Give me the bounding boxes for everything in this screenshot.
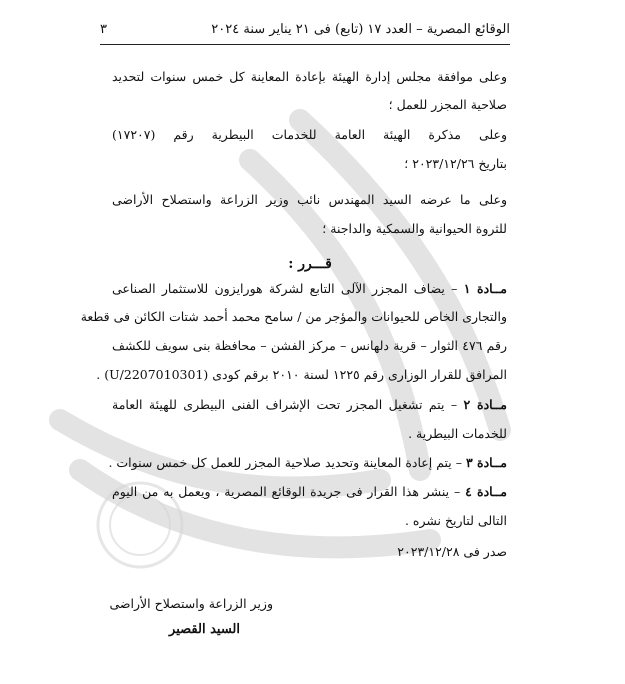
signatory-name: السيد القصير — [169, 622, 240, 637]
article-1-label: مــادة ١ — [463, 281, 507, 296]
article-3-line — [108, 454, 507, 472]
decision-title: قـــرر : — [288, 256, 332, 272]
article-1-line: المرافق للقرار الوزارى رقم ١٢٢٥ لسنة ٢٠١٠ برقم كودى (U/2207010301) . — [96, 367, 507, 382]
header-title: الوقائع المصرية – العدد ١٧ (تابع) فى ٢١ يناير سنة ٢٠٢٤ — [211, 21, 510, 37]
article-4-label: مــادة ٤ — [465, 484, 507, 499]
article-1-text: – يضاف المجزر الآلى التابع لشركة هورايزون للاستثمار الصناعى — [112, 281, 458, 296]
article-1-line — [112, 280, 507, 298]
page-number: ٣ — [100, 21, 107, 37]
article-2-text: – يتم تشغيل المجزر تحت الإشراف الفنى البيطرى للهيئة العامة — [112, 397, 458, 412]
paragraph-line: وعلى مذكرة الهيئة العامة للخدمات البيطرية رقم (١٧٢٠٧) — [112, 127, 507, 142]
paragraph-line: للثروة الحيوانية والسمكية والداجنة ؛ — [322, 221, 507, 236]
article-2-label: مــادة ٢ — [463, 397, 507, 412]
paragraph-line: صلاحية المجزر للعمل ؛ — [388, 97, 507, 112]
paragraph-line: بتاريخ ٢٠٢٣/١٢/٢٦ ؛ — [404, 156, 507, 171]
article-4-line — [112, 483, 507, 501]
article-2-line — [112, 396, 507, 414]
header-divider — [100, 44, 510, 45]
article-3-text: – يتم إعادة المعاينة وتحديد صلاحية المجزر للعمل كل خمس سنوات . — [108, 455, 462, 470]
article-3-label: مــادة ٣ — [465, 455, 507, 470]
article-4-text: – ينشر هذا القرار فى جريدة الوقائع المصرية ، ويعمل به من اليوم — [112, 484, 461, 499]
paragraph-line: وعلى موافقة مجلس إدارة الهيئة بإعادة المعاينة كل خمس سنوات لتحديد — [112, 69, 507, 84]
article-2-line: للخدمات البيطرية . — [408, 426, 507, 441]
paragraph-line: وعلى ما عرضه السيد المهندس نائب وزير الزراعة واستصلاح الأراضى — [112, 192, 507, 207]
article-1-line: والتجارى الخاص للحيوانات والمؤجر من / سامح محمد أحمد شتات الكائن فى قطعة — [80, 309, 507, 324]
article-1-line: رقم ٤٧٦ الثوار – قرية دلهانس – مركز الفشن – محافظة بنى سويف للكشف — [112, 338, 507, 353]
article-4-line: التالى لتاريخ نشره . — [404, 513, 507, 528]
page-header — [100, 18, 510, 40]
issue-date: صدر فى ٢٠٢٣/١٢/٢٨ — [397, 544, 507, 559]
signatory-title: وزير الزراعة واستصلاح الأراضى — [109, 596, 273, 611]
